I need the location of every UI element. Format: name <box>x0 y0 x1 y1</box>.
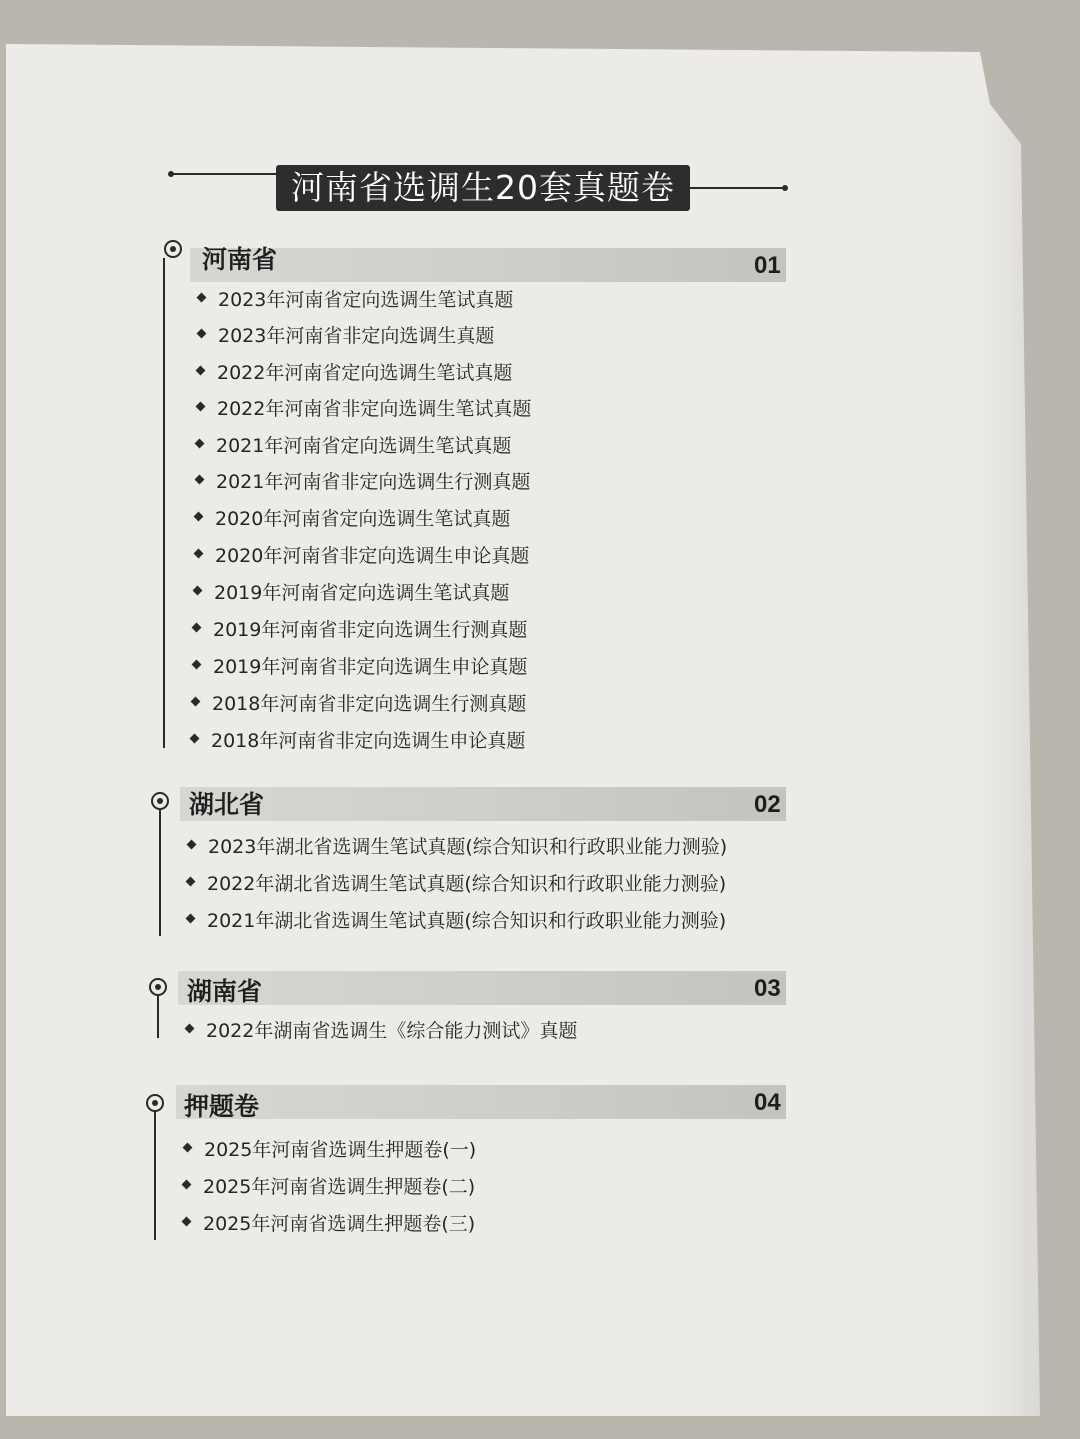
toc-item[interactable] <box>197 394 531 421</box>
paper-shadow <box>980 44 1040 1416</box>
toc-item-text: 2020年河南省定向选调生笔试真题 <box>215 508 511 530</box>
toc-item[interactable] <box>195 541 529 568</box>
toc-item-text: 2022年河南省定向选调生笔试真题 <box>217 362 513 384</box>
diamond-bullet-icon <box>191 697 201 707</box>
diamond-bullet-icon <box>196 366 206 376</box>
toc-item[interactable] <box>198 285 513 312</box>
section-bar-hunan <box>178 971 786 1005</box>
toc-item-text: 2019年河南省定向选调生笔试真题 <box>214 582 510 604</box>
section-marker-icon <box>151 792 169 810</box>
toc-item-text: 2019年河南省非定向选调生行测真题 <box>213 619 528 641</box>
section-line-hunan <box>157 994 159 1038</box>
toc-item[interactable] <box>194 578 509 605</box>
diamond-bullet-icon <box>195 439 205 449</box>
section-line-yati <box>154 1110 156 1240</box>
diamond-bullet-icon <box>194 512 204 522</box>
diamond-bullet-icon <box>197 293 207 303</box>
toc-item[interactable] <box>196 467 530 494</box>
toc-item-text: 2020年河南省非定向选调生申论真题 <box>215 545 530 567</box>
diamond-bullet-icon <box>195 475 205 485</box>
section-number-hubei: 02 <box>754 791 781 818</box>
diamond-bullet-icon <box>190 734 200 744</box>
section-bar-yati <box>176 1085 786 1119</box>
section-title-henan: 河南省 <box>202 245 278 274</box>
toc-item[interactable] <box>186 1016 577 1043</box>
toc-item[interactable] <box>184 1135 476 1162</box>
toc-item-text: 2023年河南省非定向选调生真题 <box>218 325 495 347</box>
diamond-bullet-icon <box>183 1143 193 1153</box>
diamond-bullet-icon <box>185 1024 195 1034</box>
section-marker-icon <box>149 978 167 996</box>
toc-item[interactable] <box>198 321 494 348</box>
toc-item-text: 2022年河南省非定向选调生笔试真题 <box>217 398 532 420</box>
toc-item-text: 2023年河南省定向选调生笔试真题 <box>218 289 514 311</box>
diamond-bullet-icon <box>182 1180 192 1190</box>
section-bar-henan <box>190 248 786 282</box>
section-marker-icon <box>146 1094 164 1112</box>
toc-item[interactable] <box>187 869 726 896</box>
diamond-bullet-icon <box>196 402 206 412</box>
toc-item[interactable] <box>193 615 527 642</box>
toc-item-text: 2025年河南省选调生押题卷(一) <box>204 1139 477 1161</box>
toc-item[interactable] <box>192 689 526 716</box>
diamond-bullet-icon <box>197 329 207 339</box>
title-rule-right-dot <box>782 185 788 191</box>
diamond-bullet-icon <box>192 623 202 633</box>
section-line-hubei <box>159 808 161 936</box>
toc-item[interactable] <box>197 358 512 385</box>
diamond-bullet-icon <box>192 660 202 670</box>
toc-item-text: 2025年河南省选调生押题卷(三) <box>203 1213 476 1235</box>
section-line-henan <box>163 258 165 748</box>
toc-item-text: 2023年湖北省选调生笔试真题(综合知识和行政职业能力测验) <box>208 836 728 858</box>
toc-item[interactable] <box>183 1209 475 1236</box>
page-title: 河南省选调生20套真题卷 <box>276 165 690 211</box>
toc-item[interactable] <box>183 1172 475 1199</box>
toc-item[interactable] <box>193 652 527 679</box>
toc-item[interactable] <box>191 726 525 753</box>
toc-item[interactable] <box>188 832 727 859</box>
toc-item-text: 2022年湖北省选调生笔试真题(综合知识和行政职业能力测验) <box>207 873 727 895</box>
section-number-hunan: 03 <box>754 975 781 1002</box>
toc-item-text: 2021年河南省定向选调生笔试真题 <box>216 435 512 457</box>
diamond-bullet-icon <box>186 877 196 887</box>
toc-item[interactable] <box>196 431 511 458</box>
diamond-bullet-icon <box>182 1217 192 1227</box>
title-rule-left <box>170 173 280 175</box>
toc-item-text: 2021年河南省非定向选调生行测真题 <box>216 471 531 493</box>
section-title-hunan: 湖南省 <box>187 977 263 1006</box>
diamond-bullet-icon <box>194 549 204 559</box>
title-rule-right <box>688 187 786 189</box>
toc-item[interactable] <box>195 504 510 531</box>
diamond-bullet-icon <box>187 840 197 850</box>
toc-item-text: 2019年河南省非定向选调生申论真题 <box>213 656 528 678</box>
toc-item-text: 2025年河南省选调生押题卷(二) <box>203 1176 476 1198</box>
section-number-henan: 01 <box>754 252 781 279</box>
toc-item[interactable] <box>187 906 726 933</box>
toc-item-text: 2018年河南省非定向选调生申论真题 <box>211 730 526 752</box>
toc-item-text: 2018年河南省非定向选调生行测真题 <box>212 693 527 715</box>
section-number-yati: 04 <box>754 1089 781 1116</box>
section-title-hubei: 湖北省 <box>189 790 265 819</box>
toc-item-text: 2022年湖南省选调生《综合能力测试》真题 <box>206 1020 578 1042</box>
section-bar-hubei <box>180 787 786 821</box>
section-title-yati: 押题卷 <box>184 1092 260 1121</box>
section-marker-icon <box>164 240 182 258</box>
diamond-bullet-icon <box>186 914 196 924</box>
toc-item-text: 2021年湖北省选调生笔试真题(综合知识和行政职业能力测验) <box>207 910 727 932</box>
diamond-bullet-icon <box>193 586 203 596</box>
